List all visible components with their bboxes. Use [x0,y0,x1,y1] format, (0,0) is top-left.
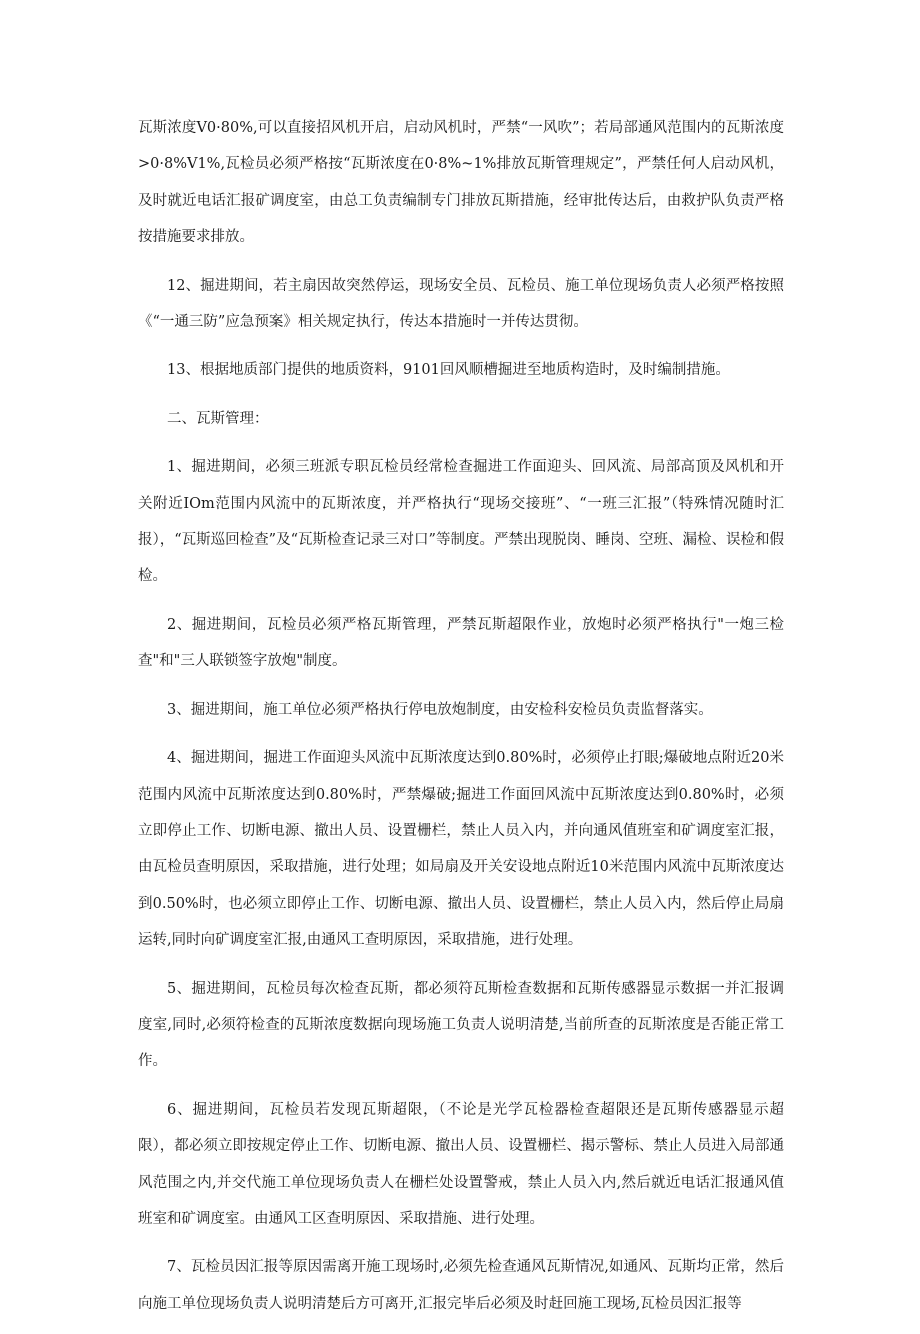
paragraph-item-2: 2、掘进期间，瓦检员必须严格瓦斯管理，严禁瓦斯超限作业，放炮时必须严格执行"一炮三检查"和"三人联锁签字放炮"制度。 [138,616,784,670]
paragraph-item-5: 5、掘进期间，瓦检员每次检查瓦斯，都必须符瓦斯检查数据和瓦斯传感器显示数据一并汇报调度室,同时,必须符检查的瓦斯浓度数据向现场施工负责人说明清楚,当前所查的瓦斯浓度是否能正常工作。 [138,980,784,1070]
paragraph-continuation: 瓦斯浓度V0·80%,可以直接招风机开启，启动风机时，严禁“一风吹”；若局部通风范围内的瓦斯浓度>0·8%V1%,瓦检员必须严格按“瓦斯浓度在0·8%~1%排放瓦斯管理规定”，严禁任何人启动风机，及时就近电话汇报矿调度室，由总工负责编制专门排放瓦斯措施，经审批传达后，由救护队负责严格按措施要求排放。 [138,120,784,246]
section-heading-gas-management: 二、瓦斯管理： [167,410,269,427]
paragraph-item-13: 13、根据地质部门提供的地质资料，9101回风顺槽掘进至地质构造时，及时编制措施。 [167,362,730,379]
paragraph-item-12: 12、掘进期间，若主扇因故突然停运，现场安全员、瓦检员、施工单位现场负责人必须严格按照《“一通三防”应急预案》相关规定执行，传达本措施时一并传达贯彻。 [138,277,784,331]
paragraph-item-1: 1、掘进期间，必须三班派专职瓦检员经常检查掘进工作面迎头、回风流、局部高顶及风机和开关附近IOm范围内风流中的瓦斯浓度，并严格执行“现场交接班”、“一班三汇报”（特殊情况随时汇报），“瓦斯巡回检查”及“瓦斯检查记录三对口”等制度。严禁出现脱岗、睡岗、空班、漏检、误检和假检。 [138,459,784,585]
paragraph-item-6: 6、掘进期间，瓦检员若发现瓦斯超限，（不论是光学瓦检器检查超限还是瓦斯传感器显示超限），都必须立即按规定停止工作、切断电源、撤出人员、设置栅栏、揭示警标、禁止人员进入局部通风范围之内,并交代施工单位现场负责人在栅栏处设置警戒，禁止人员入内,然后就近电话汇报通风值班室和矿调度室。由通风工区查明原因、采取措施、进行处理。 [138,1101,784,1227]
document-body [138,110,784,1334]
paragraph-item-3: 3、掘进期间，施工单位必须严格执行停电放炮制度，由安检科安检员负责监督落实。 [167,701,713,718]
paragraph-item-7: 7、瓦检员因汇报等原因需离开施工现场时,必须先检查通风瓦斯情况,如通风、瓦斯均正常，然后向施工单位现场负责人说明清楚后方可离开,汇报完毕后必须及时赶回施工现场,瓦检员因汇报等 [138,1259,784,1312]
paragraph-item-4: 4、掘进期间，掘进工作面迎头风流中瓦斯浓度达到0.80%时，必须停止打眼;爆破地点附近20米范围内风流中瓦斯浓度达到0.80%时，严禁爆破;掘进工作面回风流中瓦斯浓度达到0.80%时，必须立即停止工作、切断电源、撤出人员、设置栅栏，禁止人员入内，并向通风值班室和矿调度室汇报，由瓦检员查明原因，采取措施，进行处理；如局扇及开关安设地点附近10米范围内风流中瓦斯浓度达到0.50%时，也必须立即停止工作、切断电源、撤出人员、设置栅栏，禁止人员入内，然后停止局扇运转,同时向矿调度室汇报,由通风工查明原因，采取措施，进行处理。 [138,750,784,949]
